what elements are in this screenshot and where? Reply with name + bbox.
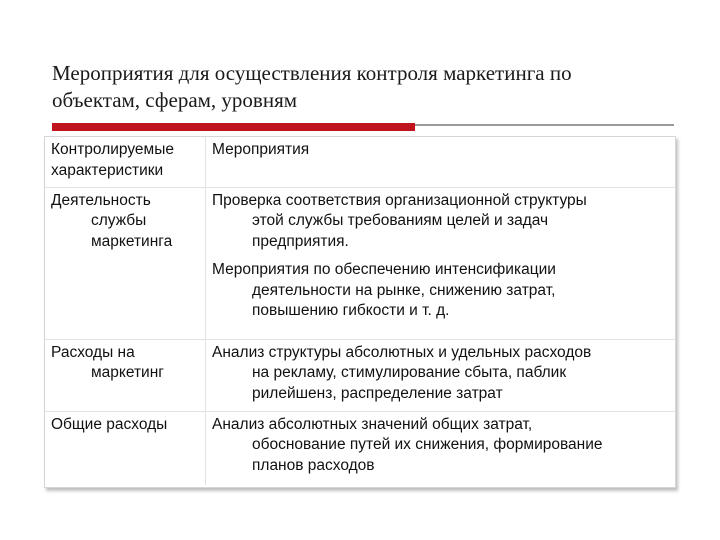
measure-item: Мероприятия по обеспечению интенсификации деятельности на рынке, снижению затрат, повышению гибкости и т. д. (212, 261, 556, 319)
slide-title-line-1: Мероприятия для осуществления контроля маркетинга по (52, 61, 572, 85)
table-header-row (45, 137, 675, 187)
measure-item: Анализ абсолютных значений общих затрат, обоснование путей их снижения, формирование планов расходов (212, 415, 603, 474)
slide-title-line-2: объектам, сферам, уровням (52, 88, 298, 112)
row-label (45, 187, 206, 339)
row-measures (206, 339, 676, 411)
measure-item: Анализ структуры абсолютных и удельных расходов на рекламу, стимулирование сбыта, паблик рилейшенз, распределение затрат (212, 343, 592, 402)
header-col1-line: Контролируемые (51, 141, 174, 158)
content-table (44, 136, 676, 488)
title-accent-bar (52, 123, 415, 131)
row-label (45, 339, 206, 411)
table-row (45, 187, 675, 339)
row-label-text: Деятельность службы маркетинга (51, 191, 173, 250)
table-row (45, 411, 675, 485)
row-label-text: Общие расходы (51, 415, 168, 433)
slide-title (52, 60, 692, 114)
row-label-text: Расходы на маркетинг (51, 343, 164, 381)
header-col1-line: характеристики (51, 161, 164, 179)
row-measures (206, 411, 676, 485)
header-measures (206, 137, 676, 187)
header-controlled-characteristics (45, 137, 206, 187)
table-row (45, 339, 675, 411)
measure-item: Проверка соответствия организационной структуры этой службы требованиям целей и задач предприятия. (212, 191, 587, 250)
row-label (45, 411, 206, 485)
header-col2-text: Мероприятия (212, 141, 310, 158)
row-measures (206, 187, 676, 339)
